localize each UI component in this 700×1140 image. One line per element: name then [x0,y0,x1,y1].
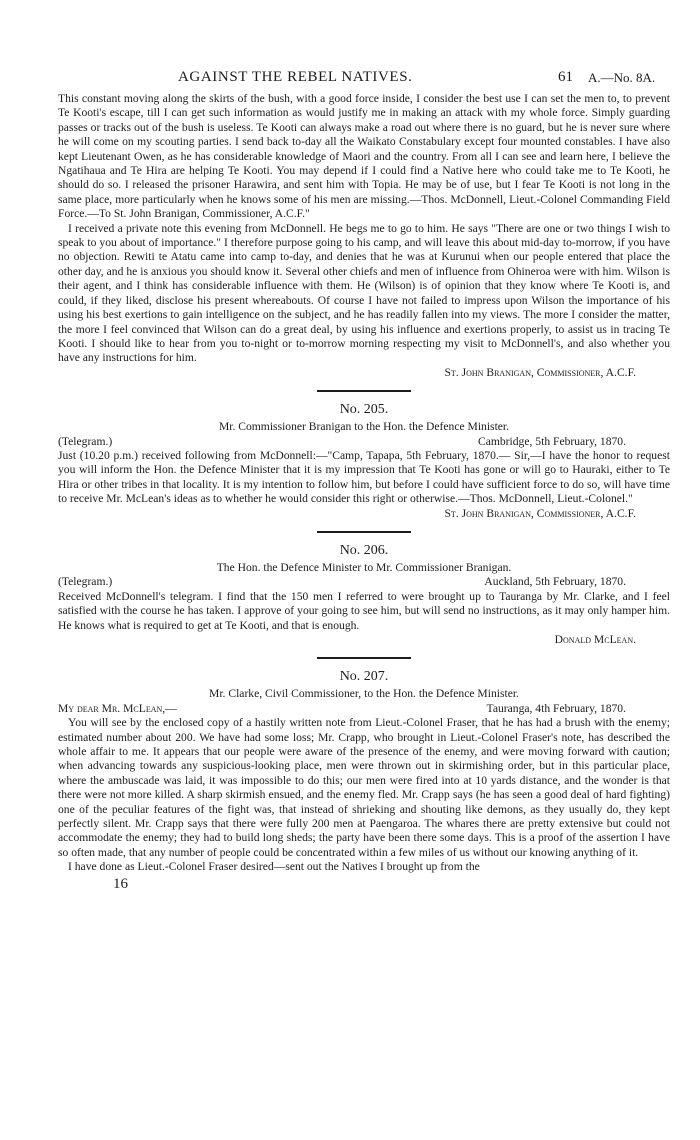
document-number: No. 205. [339,402,389,418]
document-number: No. 207. [339,669,389,685]
dateline [58,435,670,449]
section-divider [317,657,411,659]
document-number: No. 206. [339,542,389,558]
body-paragraph: I received a private note this evening from McDonnell. He begs me to go to him. He says "There are one or two things I wish to speak to you about of importance." I therefore purpose going to his camp, and will leave this about mid-day to-morrow, if you have no objection. Rewiti te Atatu came into camp to-day, and denies that he was at Kurunui when our people entered that place the other day, and he is anxious you should know it. Several other chiefs and men of influence from Ohineroa were with him. Wilson is their agent, and I think has considerable influence with them. He (Wilson) is of opinion that they know where Te Kooti is, and could, if they liked, disclose his present whereabouts. Of course I have not failed to impress upon Wilson the importance of his using his best exertions to gain intelligence on the subject, and he has readily fallen into my views. The more I consider the matter, the more I feel convinced that Wilson can do a great deal, by using his influence and exertions properly, to assist us in tracing Te Kooti. I should like to hear from you to-night or to-morrow morning respecting my visit to McDonnell's, and also whether you have any instructions for him. [58,221,670,365]
body-paragraph: You will see by the enclosed copy of a hastily written note from Lieut.-Colonel Fraser, that he has had a brush with the enemy; estimated number about 200. We have had some loss; Mr. Crapp, who brought in Lieut.-Colonel Fraser's note, has described the whole affair to me. It appears that our people were aware of the presence of the enemy, and were moving forward with caution; when advancing towards any suspicious-looking place, men were thrown out in skirmishing order, but in this particular place, where the ambuscade was laid, it was impossible to do this; our men were fired into at 10 yards distance, and the wonder is that there were not more killed. A sharp skirmish ensued, and the enemy fled. Mr. Crapp says (he has seen a good deal of hard fighting) one of the peculiar features of the fight was, that instead of shrieking and shouting like demons, as they usually do, they kept perfectly silent. Mr. Crapp says that there were fully 200 men at Paengaroa. The whares there are pretty extensive but could not accommodate the enemy; they had to build long sheds; the party have been there some days. This is a proof of the assertion I have so often made, that any number of people could be concentrated within a few miles of us without our knowing anything of it. [58,716,670,859]
place-date: Auckland, 5th February, 1870. [484,575,626,589]
page-number: 61 [558,69,573,85]
place-date: Tauranga, 4th February, 1870. [486,701,626,715]
document-page [58,70,670,1120]
running-title: AGAINST THE REBEL NATIVES. [178,69,413,85]
document-subtitle: Mr. Commissioner Branigan to the Hon. the Defence Minister. [218,420,510,434]
place-date: Cambridge, 5th February, 1870. [477,434,626,448]
body-paragraph: Received McDonnell's telegram. I find that the 150 men I referred to were brought up to Tauranga by Mr. Clarke, and I feel satisfied with the course he has taken. I approve of your going to see him, but will send no instructions, as it may only hamper him. He knows what is required to get at Te Kooti, and that is enough. [58,589,670,632]
dateline [58,702,670,716]
body-paragraph: Just (10.20 p.m.) received following from McDonnell:—"Camp, Tapapa, 5th February, 1870.— Sir,—I have the honor to request you will inform the Hon. the Defence Minister that it is my impression that Te Kooti has gone or will go to Hauraki, either to Te Hira or other tribes in that locality. It is my intention to follow him, but before I could have sufficient force to do so, will have time to receive Mr. McLean's ideas as to whether he would consider this right or otherwise.—Thos. McDonnell, Lieut.-Colonel." [58,448,670,506]
section-divider [317,390,411,392]
body-paragraph: I have done as Lieut.-Colonel Fraser desired—sent out the Natives I brought up from the [68,860,480,874]
signature: St. John Branigan, Commissioner, A.C.F. [444,365,636,379]
continued-paragraph: This constant moving along the skirts of the bush, with a good force inside, I consider the best use I can set the men to, to prevent Te Kooti's escape, till I can get such information as would justify me in making an attack with my whole force. Simply guarding passes or tracks out of the bush is useless. Te Kooti can always make a road out where there is no guard, but he is never sure where he will come on my scouting parties. I send back to-day all the Waikato Constabulary except four mounted constables. I have also kept Lieutenant Owen, as he has considerable knowledge of Maori and the country. From all I can see and learn here, I believe the Ngatihaua and Te Hira are helping Te Kooti. You may depend if I could find a Native here who could take me to Te Kooti, he should do so. I released the prisoner Harawira, and sent him with Topia. He may be of use, but I fear Te Kooti is not long in the same place, more particularly when he knows some of his men are missing.—Thos. McDonnell, Lieut.-Colonel Commanding Field Force.—To St. John Branigan, Commissioner, A.C.F." [58,92,670,221]
dateline [58,575,670,589]
page-header [58,70,670,92]
signature: St. John Branigan, Commissioner, A.C.F. [444,506,636,520]
salutation: My dear Mr. McLean,— [58,701,177,715]
section-divider [317,531,411,533]
document-subtitle: Mr. Clarke, Civil Commissioner, to the Hon. the Defence Minister. [209,687,519,701]
telegram-label: (Telegram.) [58,434,113,448]
document-reference: A.—No. 8A. [588,70,656,85]
signature-mark: 16 [113,875,128,892]
telegram-label: (Telegram.) [58,575,113,589]
signature: Donald McLean. [554,633,636,646]
document-subtitle: The Hon. the Defence Minister to Mr. Commissioner Branigan. [216,560,512,574]
